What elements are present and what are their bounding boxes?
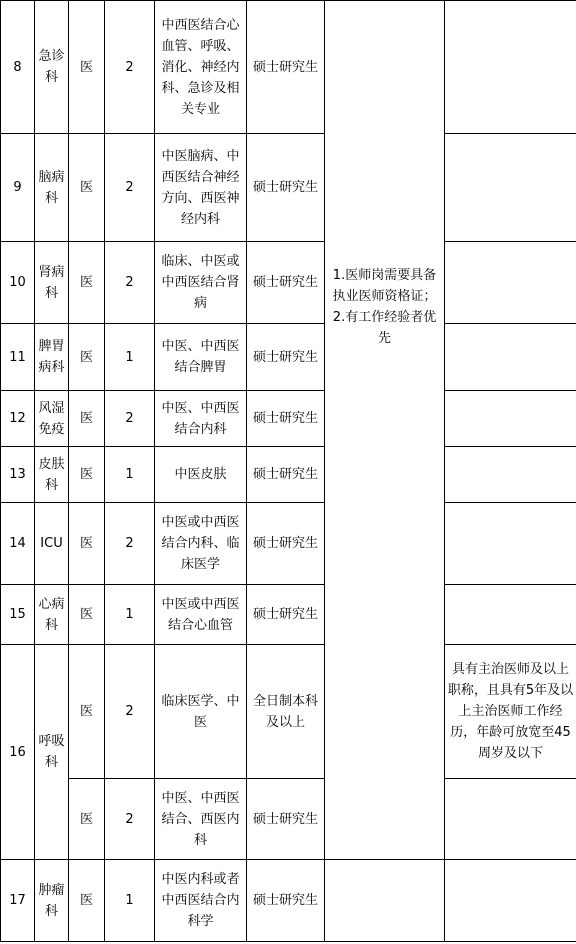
major-requirement: 临床、中医或中西医结合肾病 — [155, 242, 247, 324]
row-number: 11 — [1, 324, 35, 391]
headcount: 1 — [105, 447, 155, 503]
row-number: 17 — [1, 860, 35, 942]
remark — [445, 324, 576, 391]
requirement-line-2: 2.有工作经验者优先 — [332, 310, 437, 346]
major-requirement: 中医或中西医结合心血管 — [155, 585, 247, 645]
major-requirement: 中医、中西医结合、西医内科 — [155, 779, 247, 860]
post-type: 医 — [69, 860, 105, 942]
headcount: 2 — [105, 645, 155, 779]
table-row — [1, 779, 576, 860]
headcount: 2 — [105, 134, 155, 242]
education: 硕士研究生 — [247, 860, 325, 942]
headcount: 2 — [105, 779, 155, 860]
education: 硕士研究生 — [247, 324, 325, 391]
row-number: 12 — [1, 391, 35, 447]
education: 全日制本科及以上 — [247, 645, 325, 779]
education: 硕士研究生 — [247, 503, 325, 585]
department: 风湿免疫 — [35, 391, 69, 447]
row-number: 13 — [1, 447, 35, 503]
remark — [445, 779, 576, 860]
post-type: 医 — [69, 324, 105, 391]
headcount: 1 — [105, 860, 155, 942]
major-requirement: 中医内科或者中西医结合内科学 — [155, 860, 247, 942]
headcount: 1 — [105, 585, 155, 645]
remark: 具有主治医师及以上职称，且具有5年及以上主治医师工作经历，年龄可放宽至45周岁及以下 — [445, 645, 576, 779]
remark — [445, 860, 576, 942]
table-row — [1, 585, 576, 645]
post-type: 医 — [69, 503, 105, 585]
table-row — [1, 860, 576, 942]
major-requirement: 临床医学、中医 — [155, 645, 247, 779]
row-number: 8 — [1, 1, 35, 134]
department: 皮肤科 — [35, 447, 69, 503]
headcount: 1 — [105, 324, 155, 391]
major-requirement: 中医或中西医结合内科、临床医学 — [155, 503, 247, 585]
education: 硕士研究生 — [247, 1, 325, 134]
headcount: 2 — [105, 391, 155, 447]
remark — [445, 585, 576, 645]
major-requirement: 中西医结合心血管、呼吸、消化、神经内科、急诊及相关专业 — [155, 1, 247, 134]
post-type: 医 — [69, 779, 105, 860]
table-row — [1, 447, 576, 503]
education: 硕士研究生 — [247, 447, 325, 503]
department: 肾病科 — [35, 242, 69, 324]
requirement-line-1: 1.医师岗需要具备执业医师资格证； — [332, 268, 437, 304]
post-type: 医 — [69, 134, 105, 242]
department: ICU — [35, 503, 69, 585]
education: 硕士研究生 — [247, 585, 325, 645]
headcount: 2 — [105, 503, 155, 585]
row-number: 14 — [1, 503, 35, 585]
department: 急诊科 — [35, 1, 69, 134]
table-row — [1, 391, 576, 447]
table-row — [1, 645, 576, 779]
table-row — [1, 1, 576, 134]
remark — [445, 1, 576, 134]
requirement — [325, 860, 445, 942]
post-type: 医 — [69, 645, 105, 779]
major-requirement: 中医、中西医结合内科 — [155, 391, 247, 447]
post-type: 医 — [69, 391, 105, 447]
post-type: 医 — [69, 447, 105, 503]
remark — [445, 503, 576, 585]
department: 心病科 — [35, 585, 69, 645]
shared-requirement — [325, 1, 445, 860]
remark — [445, 447, 576, 503]
table-row — [1, 324, 576, 391]
table-row — [1, 242, 576, 324]
education: 硕士研究生 — [247, 134, 325, 242]
row-number: 10 — [1, 242, 35, 324]
row-number: 16 — [1, 645, 35, 860]
department: 肿瘤科 — [35, 860, 69, 942]
post-type: 医 — [69, 242, 105, 324]
remark — [445, 242, 576, 324]
department: 脾胃病科 — [35, 324, 69, 391]
remark — [445, 134, 576, 242]
remark — [445, 391, 576, 447]
post-type: 医 — [69, 1, 105, 134]
post-type: 医 — [69, 585, 105, 645]
education: 硕士研究生 — [247, 242, 325, 324]
headcount: 2 — [105, 1, 155, 134]
education: 硕士研究生 — [247, 391, 325, 447]
table-row — [1, 503, 576, 585]
major-requirement: 中医、中西医结合脾胃 — [155, 324, 247, 391]
department: 呼吸科 — [35, 645, 69, 860]
major-requirement: 中医脑病、中西医结合神经方向、西医神经内科 — [155, 134, 247, 242]
headcount: 2 — [105, 242, 155, 324]
department: 脑病科 — [35, 134, 69, 242]
row-number: 9 — [1, 134, 35, 242]
education: 硕士研究生 — [247, 779, 325, 860]
major-requirement: 中医皮肤 — [155, 447, 247, 503]
table-row — [1, 134, 576, 242]
row-number: 15 — [1, 585, 35, 645]
